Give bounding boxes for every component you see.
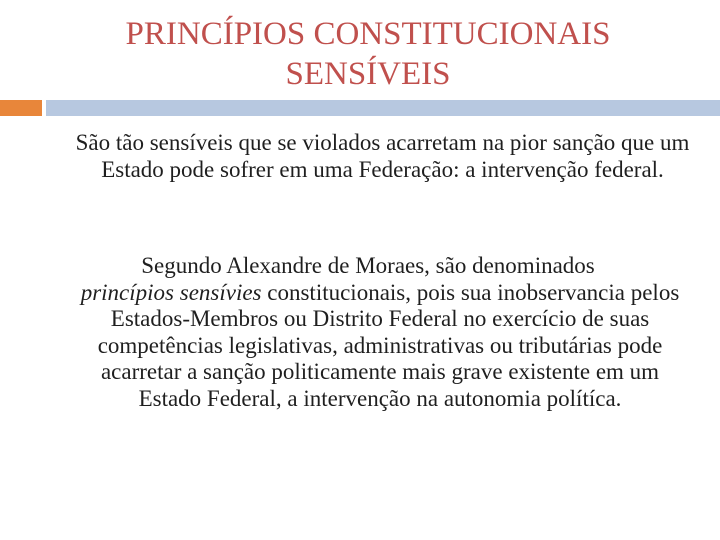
slide-title (0, 14, 720, 94)
accent-bar-orange (0, 100, 42, 116)
paragraph-moraes (70, 253, 690, 412)
slide-title-line2: SENSÍVEIS (285, 56, 451, 92)
paragraph-moraes-rest: constitucionais, pois sua inobservancia pelos Estados-Membros ou Distrito Federal no exercício de suas competências legislativas, administrativas ou tributárias pode acarretar a sanção politicamente mais grave existente em um Estado Federal, a intervenção na autonomia polítíca. (97, 279, 680, 411)
paragraph-moraes-italic-term: princípios sensívies (80, 279, 262, 305)
slide-title-line1: PRINCÍPIOS CONSTITUCIONAIS (125, 16, 611, 52)
accent-bar-blue (46, 100, 720, 116)
paragraph-definition: São tão sensíveis que se violados acarretam na pior sanção que um Estado pode sofrer em uma Federação: a intervenção federal. (75, 130, 690, 182)
paragraph-moraes-first-line: Segundo Alexandre de Moraes, são denominados (141, 253, 595, 278)
